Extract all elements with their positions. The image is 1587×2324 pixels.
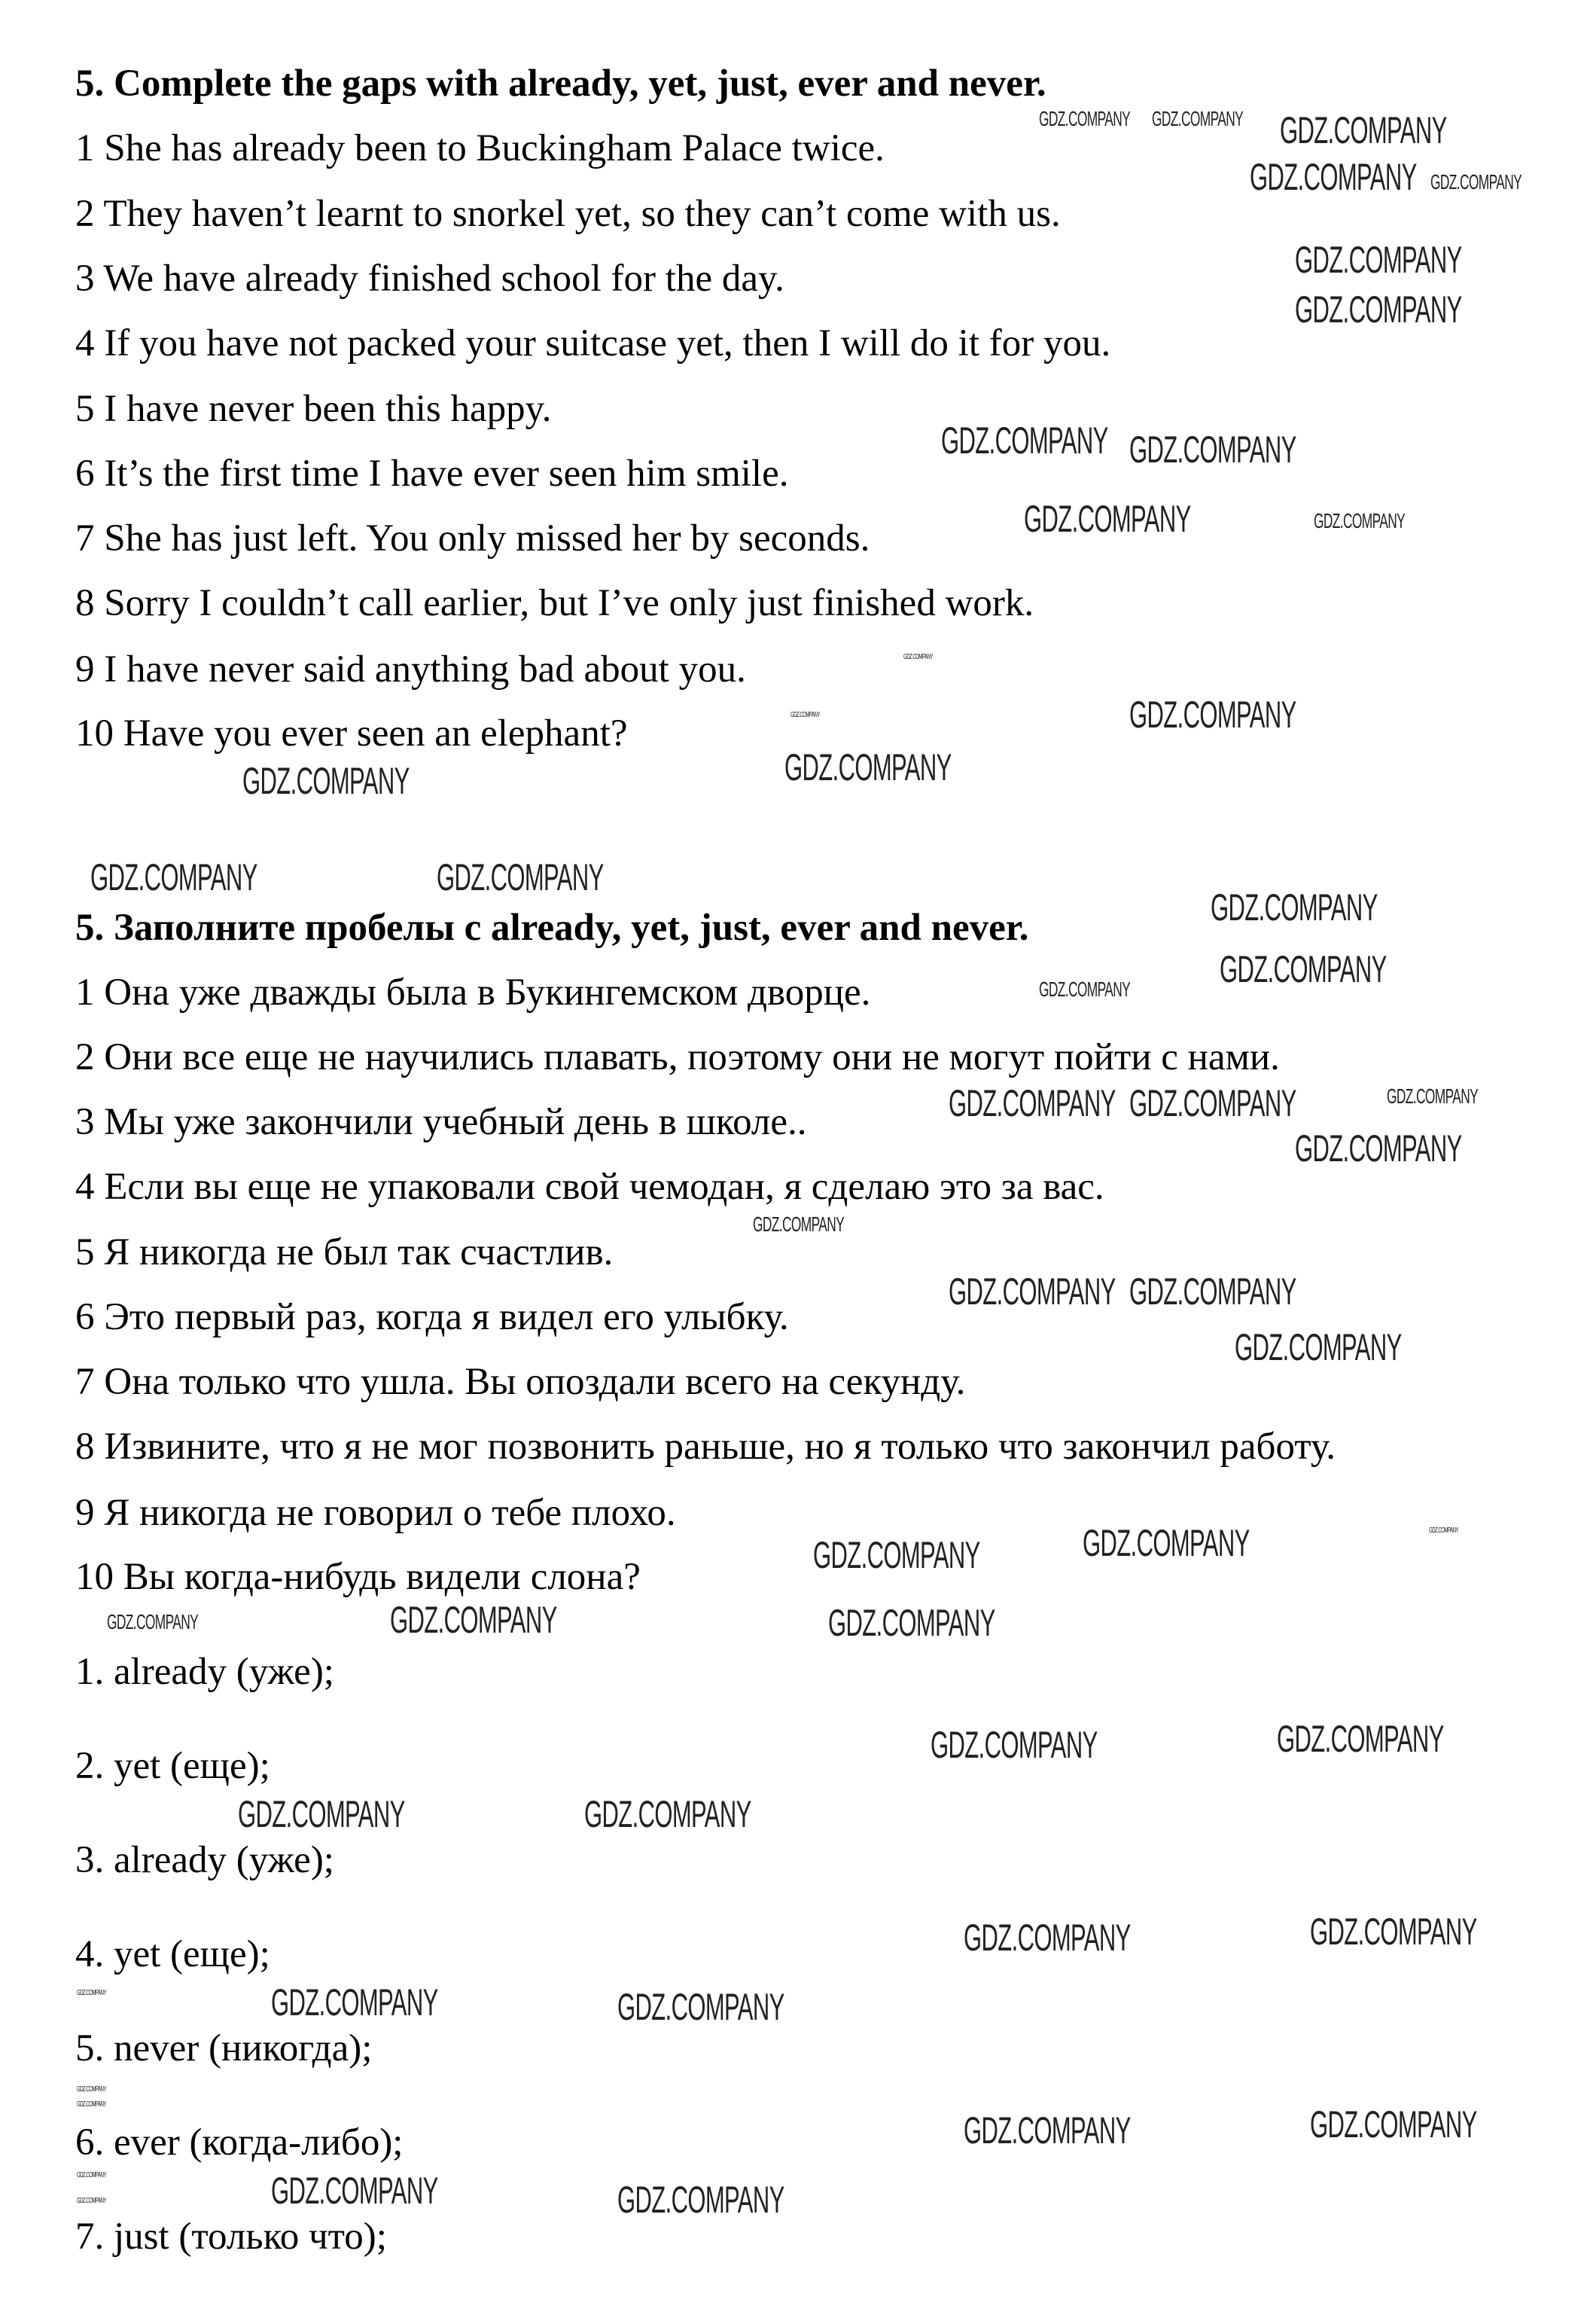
watermark: GDZ.COMPANY: [1152, 107, 1244, 130]
watermark: GDZ.COMPANY: [1129, 1082, 1296, 1124]
watermark: GDZ.COMPANY: [107, 1610, 199, 1633]
watermark: GDZ.COMPANY: [584, 1793, 751, 1835]
watermark: GDZ.COMPANY: [903, 653, 933, 661]
watermark: GDZ.COMPANY: [1211, 886, 1378, 929]
sentence-ru: 2 Они все еще не научились плавать, поэтому они не могут пойти с нами.: [75, 1036, 1280, 1078]
sentence-ru: 6 Это первый раз, когда я видел его улыбку.: [75, 1296, 789, 1338]
watermark: GDZ.COMPANY: [617, 1986, 784, 2028]
watermark: GDZ.COMPANY: [964, 2109, 1131, 2152]
watermark: GDZ.COMPANY: [77, 2085, 106, 2094]
sentence-ru: 4 Если вы еще не упаковали свой чемодан, я сделаю это за вас.: [75, 1166, 1104, 1208]
watermark: GDZ.COMPANY: [271, 1981, 438, 2024]
watermark: GDZ.COMPANY: [828, 1602, 995, 1644]
answer-item: 3. already (уже);: [75, 1839, 334, 1881]
sentence-ru: 1 Она уже дважды была в Букингемском дворце.: [75, 971, 871, 1014]
watermark: GDZ.COMPANY: [1295, 239, 1462, 281]
watermark: GDZ.COMPANY: [77, 2197, 106, 2205]
watermark: GDZ.COMPANY: [1039, 107, 1131, 130]
sentence-en: 2 They haven’t learnt to snorkel yet, so they can’t come with us.: [75, 193, 1061, 235]
watermark: GDZ.COMPANY: [1387, 1084, 1479, 1108]
watermark: GDZ.COMPANY: [90, 856, 257, 898]
sentence-en: 6 It’s the first time I have ever seen him smile.: [75, 453, 789, 495]
exercise-title-ru: 5. Заполните пробелы с already, yet, just, ever and never.: [75, 907, 1029, 949]
sentence-ru: 10 Вы когда-нибудь видели слона?: [75, 1556, 641, 1598]
watermark: GDZ.COMPANY: [1129, 694, 1296, 736]
watermark: GDZ.COMPANY: [242, 760, 410, 802]
sentence-ru: 8 Извините, что я не мог позвонить раньше, но я только что закончил работу.: [75, 1426, 1336, 1468]
watermark: GDZ.COMPANY: [1039, 977, 1131, 1001]
watermark: GDZ.COMPANY: [1430, 170, 1522, 194]
sentence-en: 5 I have never been this happy.: [75, 388, 552, 430]
watermark: GDZ.COMPANY: [1314, 509, 1406, 532]
watermark: GDZ.COMPANY: [1277, 1718, 1444, 1760]
exercise-title-en: 5. Complete the gaps with already, yet, just, ever and never.: [75, 63, 1046, 105]
sentence-en: 7 She has just left. You only missed her by seconds.: [75, 517, 870, 560]
watermark: GDZ.COMPANY: [813, 1534, 980, 1576]
watermark: GDZ.COMPANY: [1295, 288, 1462, 331]
watermark: GDZ.COMPANY: [790, 711, 820, 719]
watermark: GDZ.COMPANY: [1310, 1911, 1477, 1953]
watermark: GDZ.COMPANY: [1129, 429, 1296, 471]
watermark: GDZ.COMPANY: [941, 419, 1108, 462]
watermark: GDZ.COMPANY: [1220, 948, 1387, 990]
sentence-en: 9 I have never said anything bad about you.: [75, 648, 746, 691]
watermark: GDZ.COMPANY: [1024, 498, 1191, 540]
watermark: GDZ.COMPANY: [964, 1917, 1131, 1959]
watermark: GDZ.COMPANY: [753, 1212, 845, 1236]
watermark: GDZ.COMPANY: [931, 1724, 1098, 1766]
watermark: GDZ.COMPANY: [949, 1082, 1116, 1124]
watermark: GDZ.COMPANY: [1235, 1326, 1402, 1368]
watermark: GDZ.COMPANY: [784, 746, 952, 788]
sentence-en: 8 Sorry I couldn’t call earlier, but I’ve only just finished work.: [75, 582, 1034, 624]
sentence-en: 3 We have already finished school for the day.: [75, 258, 784, 300]
sentence-ru: 7 Она только что ушла. Вы опоздали всего на секунду.: [75, 1361, 966, 1403]
answer-item: 1. already (уже);: [75, 1651, 334, 1693]
watermark: GDZ.COMPANY: [1295, 1127, 1462, 1170]
watermark: GDZ.COMPANY: [1083, 1522, 1250, 1564]
sentence-en: 4 If you have not packed your suitcase yet, then I will do it for you.: [75, 322, 1111, 364]
watermark: GDZ.COMPANY: [1129, 1270, 1296, 1313]
answer-item: 6. ever (когда-либо);: [75, 2121, 404, 2164]
sentence-en: 1 She has already been to Buckingham Palace twice.: [75, 127, 885, 169]
watermark: GDZ.COMPANY: [437, 856, 604, 898]
sentence-ru: 9 Я никогда не говорил о тебе плохо.: [75, 1492, 676, 1534]
answer-item: 4. yet (еще);: [75, 1933, 270, 1975]
watermark: GDZ.COMPANY: [390, 1599, 557, 1641]
watermark: GDZ.COMPANY: [1310, 2103, 1477, 2146]
watermark: GDZ.COMPANY: [77, 2171, 106, 2179]
watermark: GDZ.COMPANY: [949, 1270, 1116, 1313]
watermark: GDZ.COMPANY: [77, 2100, 106, 2109]
watermark: GDZ.COMPANY: [1250, 156, 1417, 198]
watermark: GDZ.COMPANY: [1280, 109, 1447, 151]
watermark: GDZ.COMPANY: [77, 1989, 106, 1997]
sentence-en: 10 Have you ever seen an elephant?: [75, 712, 628, 755]
answer-item: 5. never (никогда);: [75, 2027, 373, 2069]
answer-item: 7. just (только что);: [75, 2216, 387, 2258]
sentence-ru: 5 Я никогда не был так счастлив.: [75, 1231, 614, 1273]
watermark: GDZ.COMPANY: [1429, 1526, 1458, 1535]
watermark: GDZ.COMPANY: [238, 1793, 405, 1835]
watermark: GDZ.COMPANY: [617, 2179, 784, 2221]
answer-item: 2. yet (еще);: [75, 1745, 270, 1787]
sentence-ru: 3 Мы уже закончили учебный день в школе..: [75, 1101, 807, 1143]
watermark: GDZ.COMPANY: [271, 2170, 438, 2212]
